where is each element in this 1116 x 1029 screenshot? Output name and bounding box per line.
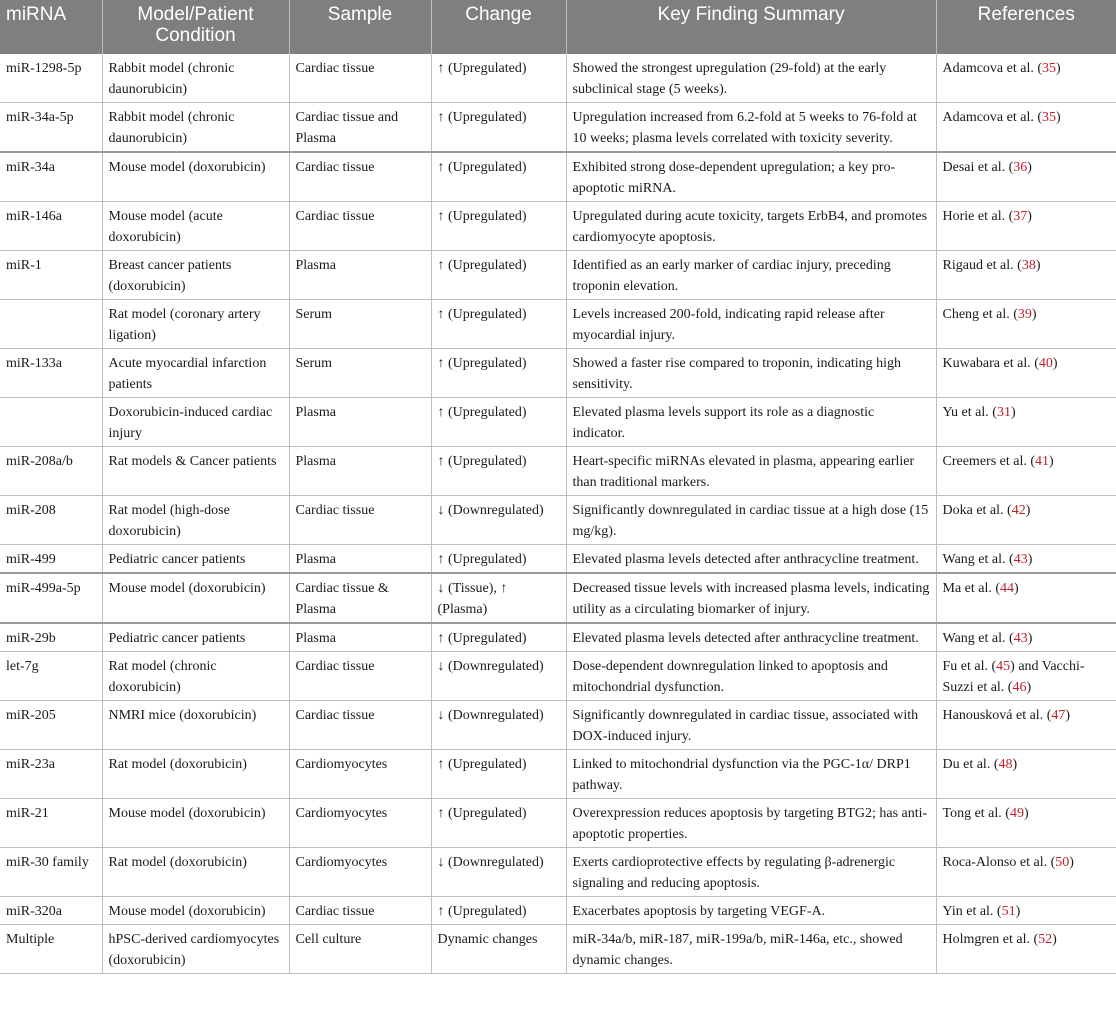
cell-change: ↑ (Upregulated) (431, 623, 566, 652)
cell-finding: Overexpression reduces apoptosis by targeting BTG2; has anti-apoptotic properties. (566, 799, 936, 848)
reference-number-link[interactable]: 38 (1021, 258, 1036, 273)
cell-change: ↓ (Downregulated) (431, 701, 566, 750)
reference-text: ) (1052, 932, 1057, 947)
cell-sample: Plasma (289, 545, 431, 574)
cell-reference (936, 750, 1116, 799)
reference-text: ) (1027, 209, 1032, 224)
cell-model: Mouse model (doxorubicin) (102, 799, 289, 848)
cell-model: Mouse model (doxorubicin) (102, 897, 289, 925)
cell-mirna: Multiple (0, 925, 102, 974)
table-row (0, 103, 1116, 153)
reference-number-link[interactable]: 39 (1017, 307, 1032, 322)
reference-text: ) (1027, 552, 1033, 567)
cell-finding: Levels increased 200-fold, indicating rapid release after myocardial injury. (566, 300, 936, 349)
table-row (0, 799, 1116, 848)
cell-finding: miR-34a/b, miR-187, miR-199a/b, miR-146a, etc., showed dynamic changes. (566, 925, 936, 974)
cell-reference (936, 545, 1116, 574)
cell-reference (936, 652, 1116, 701)
header-model: Model/Patient Condition (102, 0, 289, 54)
reference-number-link[interactable]: 35 (1042, 110, 1057, 125)
header-change: Change (431, 0, 566, 54)
reference-text: Wang et al. ( (942, 631, 1014, 646)
reference-text: ) (1027, 160, 1032, 175)
reference-text: ) (1056, 61, 1061, 76)
cell-model: Breast cancer patients (doxorubicin) (102, 251, 289, 300)
reference-number-link[interactable]: 43 (1013, 552, 1028, 567)
cell-model: hPSC-derived cardiomyocytes (doxorubicin) (102, 925, 289, 974)
reference-text: ) (1027, 631, 1033, 646)
reference-text: Yu et al. ( (942, 405, 997, 420)
cell-model: Mouse model (doxorubicin) (102, 573, 289, 623)
table-row (0, 152, 1116, 202)
reference-text: ) (1014, 581, 1019, 596)
reference-text: Horie et al. ( (942, 209, 1014, 224)
reference-number-link[interactable]: 52 (1038, 932, 1053, 947)
reference-number-link[interactable]: 50 (1055, 855, 1070, 870)
cell-model: Acute myocardial infarction patients (102, 349, 289, 398)
cell-change: ↓ (Downregulated) (431, 496, 566, 545)
cell-sample: Cardiac tissue and Plasma (289, 103, 431, 153)
reference-text: Doka et al. ( (942, 503, 1012, 518)
table-row (0, 623, 1116, 652)
cell-model: Pediatric cancer patients (102, 623, 289, 652)
cell-finding: Elevated plasma levels support its role as a diagnostic indicator. (566, 398, 936, 447)
cell-finding: Exacerbates apoptosis by targeting VEGF-A. (566, 897, 936, 925)
cell-model: Mouse model (acute doxorubicin) (102, 202, 289, 251)
cell-finding: Showed a faster rise compared to troponin, indicating high sensitivity. (566, 349, 936, 398)
cell-reference (936, 54, 1116, 103)
table-row (0, 251, 1116, 300)
cell-mirna (0, 300, 102, 349)
cell-change: ↑ (Upregulated) (431, 799, 566, 848)
cell-change: ↓ (Downregulated) (431, 652, 566, 701)
table-row (0, 54, 1116, 103)
table-row (0, 652, 1116, 701)
cell-finding: Significantly downregulated in cardiac tissue, associated with DOX-induced injury. (566, 701, 936, 750)
cell-mirna: miR-133a (0, 349, 102, 398)
cell-mirna: miR-34a (0, 152, 102, 202)
table-row (0, 925, 1116, 974)
header-mirna: miRNA (0, 0, 102, 54)
reference-text: ) (1031, 307, 1037, 322)
cell-finding: Showed the strongest upregulation (29-fold) at the early subclinical stage (5 weeks). (566, 54, 936, 103)
reference-text: ) and Vacchi-Suzzi et al. ( (942, 659, 1085, 695)
reference-text: Yin et al. ( (942, 904, 1002, 919)
reference-number-link[interactable]: 43 (1013, 631, 1028, 646)
reference-text: Ma et al. ( (942, 581, 1001, 596)
cell-change: ↑ (Upregulated) (431, 349, 566, 398)
cell-mirna: miR-208 (0, 496, 102, 545)
cell-finding: Upregulated during acute toxicity, targets ErbB4, and promotes cardiomyocyte apoptosis. (566, 202, 936, 251)
cell-model: Rat models & Cancer patients (102, 447, 289, 496)
reference-text: Holmgren et al. ( (942, 932, 1039, 947)
reference-text: Tong et al. ( (942, 806, 1010, 821)
cell-mirna: miR-29b (0, 623, 102, 652)
cell-finding: Identified as an early marker of cardiac injury, preceding troponin elevation. (566, 251, 936, 300)
reference-number-link[interactable]: 48 (998, 757, 1013, 772)
cell-model: Rat model (doxorubicin) (102, 848, 289, 897)
reference-text: ) (1056, 110, 1061, 125)
cell-sample: Cardiac tissue (289, 652, 431, 701)
cell-mirna: miR-1298-5p (0, 54, 102, 103)
cell-finding: Elevated plasma levels detected after anthracycline treatment. (566, 545, 936, 574)
reference-text: ) (1023, 806, 1029, 821)
table-row (0, 398, 1116, 447)
cell-mirna (0, 398, 102, 447)
cell-reference (936, 103, 1116, 153)
reference-text: Desai et al. ( (942, 160, 1014, 175)
cell-mirna: miR-146a (0, 202, 102, 251)
header-references: References (936, 0, 1116, 54)
cell-change: ↑ (Upregulated) (431, 300, 566, 349)
reference-text: ) (1010, 405, 1016, 420)
cell-sample: Cardiac tissue (289, 152, 431, 202)
cell-sample: Cardiomyocytes (289, 799, 431, 848)
table-row (0, 701, 1116, 750)
reference-text: ) (1035, 258, 1041, 273)
cell-finding: Decreased tissue levels with increased plasma levels, indicating utility as a circulating biomarker of injury. (566, 573, 936, 623)
cell-model: Rat model (high-dose doxorubicin) (102, 496, 289, 545)
cell-sample: Cardiac tissue (289, 54, 431, 103)
cell-mirna: let-7g (0, 652, 102, 701)
table-row (0, 545, 1116, 574)
cell-sample: Cardiac tissue (289, 701, 431, 750)
cell-reference (936, 300, 1116, 349)
cell-reference (936, 447, 1116, 496)
cell-reference (936, 251, 1116, 300)
cell-finding: Exhibited strong dose-dependent upregulation; a key pro-apoptotic miRNA. (566, 152, 936, 202)
cell-finding: Exerts cardioprotective effects by regulating β-adrenergic signaling and reducing apoptosis. (566, 848, 936, 897)
cell-change: ↑ (Upregulated) (431, 545, 566, 574)
cell-reference (936, 349, 1116, 398)
cell-sample: Cardiomyocytes (289, 750, 431, 799)
reference-text: Wang et al. ( (942, 552, 1014, 567)
cell-change: ↑ (Upregulated) (431, 750, 566, 799)
cell-change: ↑ (Upregulated) (431, 251, 566, 300)
table-row (0, 447, 1116, 496)
reference-number-link[interactable]: 46 (1012, 680, 1027, 695)
table-row (0, 202, 1116, 251)
reference-text: ) (1049, 454, 1054, 469)
reference-text: Adamcova et al. ( (942, 61, 1043, 76)
reference-text: ) (1052, 356, 1058, 371)
cell-reference (936, 701, 1116, 750)
reference-number-link[interactable]: 44 (1000, 581, 1015, 596)
cell-change: ↑ (Upregulated) (431, 398, 566, 447)
reference-text: Hanousková et al. ( (942, 708, 1052, 723)
cell-model: Doxorubicin-induced cardiac injury (102, 398, 289, 447)
table-row (0, 848, 1116, 897)
reference-number-link[interactable]: 40 (1038, 356, 1053, 371)
cell-sample: Plasma (289, 447, 431, 496)
reference-text: Du et al. ( (942, 757, 999, 772)
cell-sample: Cardiac tissue (289, 202, 431, 251)
cell-reference (936, 202, 1116, 251)
reference-text: Adamcova et al. ( (942, 110, 1043, 125)
cell-reference (936, 496, 1116, 545)
cell-mirna: miR-23a (0, 750, 102, 799)
cell-finding: Dose-dependent downregulation linked to apoptosis and mitochondrial dysfunction. (566, 652, 936, 701)
header-sample: Sample (289, 0, 431, 54)
reference-text: ) (1026, 680, 1032, 695)
cell-mirna: miR-34a-5p (0, 103, 102, 153)
reference-text: Roca-Alonso et al. ( (942, 855, 1056, 870)
table-row (0, 496, 1116, 545)
table-row (0, 349, 1116, 398)
table-row (0, 573, 1116, 623)
cell-sample: Cell culture (289, 925, 431, 974)
cell-mirna: miR-320a (0, 897, 102, 925)
reference-number-link[interactable]: 42 (1011, 503, 1026, 518)
cell-model: Mouse model (doxorubicin) (102, 152, 289, 202)
cell-sample: Cardiac tissue & Plasma (289, 573, 431, 623)
reference-text: Rigaud et al. ( (942, 258, 1022, 273)
cell-mirna: miR-30 family (0, 848, 102, 897)
cell-change: ↓ (Downregulated) (431, 848, 566, 897)
cell-sample: Cardiomyocytes (289, 848, 431, 897)
cell-reference (936, 623, 1116, 652)
cell-mirna: miR-1 (0, 251, 102, 300)
reference-number-link[interactable]: 47 (1051, 708, 1066, 723)
cell-change: ↑ (Upregulated) (431, 897, 566, 925)
cell-reference (936, 925, 1116, 974)
cell-reference (936, 799, 1116, 848)
reference-text: ) (1012, 757, 1018, 772)
cell-sample: Plasma (289, 251, 431, 300)
cell-model: Rat model (coronary artery ligation) (102, 300, 289, 349)
cell-change: ↓ (Tissue), ↑ (Plasma) (431, 573, 566, 623)
reference-text: Creemers et al. ( (942, 454, 1036, 469)
cell-finding: Significantly downregulated in cardiac tissue at a high dose (15 mg/kg). (566, 496, 936, 545)
cell-reference (936, 398, 1116, 447)
cell-mirna: miR-499 (0, 545, 102, 574)
cell-model: Rabbit model (chronic daunorubicin) (102, 103, 289, 153)
header-finding: Key Finding Summary (566, 0, 936, 54)
cell-mirna: miR-499a-5p (0, 573, 102, 623)
cell-change: Dynamic changes (431, 925, 566, 974)
cell-change: ↑ (Upregulated) (431, 152, 566, 202)
cell-mirna: miR-21 (0, 799, 102, 848)
cell-mirna: miR-205 (0, 701, 102, 750)
cell-sample: Plasma (289, 398, 431, 447)
cell-sample: Serum (289, 300, 431, 349)
reference-text: ) (1065, 708, 1071, 723)
cell-reference (936, 897, 1116, 925)
cell-sample: Cardiac tissue (289, 897, 431, 925)
reference-number-link[interactable]: 41 (1035, 454, 1050, 469)
reference-number-link[interactable]: 51 (1001, 904, 1016, 919)
reference-text: Fu et al. ( (942, 659, 997, 674)
cell-mirna: miR-208a/b (0, 447, 102, 496)
cell-reference (936, 573, 1116, 623)
reference-text: ) (1025, 503, 1031, 518)
cell-model: NMRI mice (doxorubicin) (102, 701, 289, 750)
cell-model: Rat model (chronic doxorubicin) (102, 652, 289, 701)
cell-sample: Plasma (289, 623, 431, 652)
cell-model: Rat model (doxorubicin) (102, 750, 289, 799)
cell-model: Pediatric cancer patients (102, 545, 289, 574)
reference-text: Cheng et al. ( (942, 307, 1018, 322)
reference-number-link[interactable]: 49 (1009, 806, 1024, 821)
reference-number-link[interactable]: 36 (1013, 160, 1028, 175)
table-row (0, 750, 1116, 799)
cell-finding: Elevated plasma levels detected after anthracycline treatment. (566, 623, 936, 652)
reference-number-link[interactable]: 45 (996, 659, 1011, 674)
cell-finding: Heart-specific miRNAs elevated in plasma, appearing earlier than traditional markers. (566, 447, 936, 496)
reference-text: ) (1015, 904, 1021, 919)
cell-reference (936, 848, 1116, 897)
cell-finding: Upregulation increased from 6.2-fold at 5 weeks to 76-fold at 10 weeks; plasma levels correlated with toxicity severity. (566, 103, 936, 153)
table-row (0, 897, 1116, 925)
reference-number-link[interactable]: 35 (1042, 61, 1057, 76)
cell-sample: Serum (289, 349, 431, 398)
reference-number-link[interactable]: 31 (996, 405, 1011, 420)
header-row (0, 0, 1116, 54)
cell-change: ↑ (Upregulated) (431, 103, 566, 153)
cell-change: ↑ (Upregulated) (431, 54, 566, 103)
cell-reference (936, 152, 1116, 202)
reference-text: Kuwabara et al. ( (942, 356, 1039, 371)
cell-sample: Cardiac tissue (289, 496, 431, 545)
table-row (0, 300, 1116, 349)
cell-model: Rabbit model (chronic daunorubicin) (102, 54, 289, 103)
cell-change: ↑ (Upregulated) (431, 202, 566, 251)
cell-change: ↑ (Upregulated) (431, 447, 566, 496)
cell-finding: Linked to mitochondrial dysfunction via the PGC-1α/ DRP1 pathway. (566, 750, 936, 799)
reference-number-link[interactable]: 37 (1013, 209, 1028, 224)
reference-text: ) (1069, 855, 1074, 870)
